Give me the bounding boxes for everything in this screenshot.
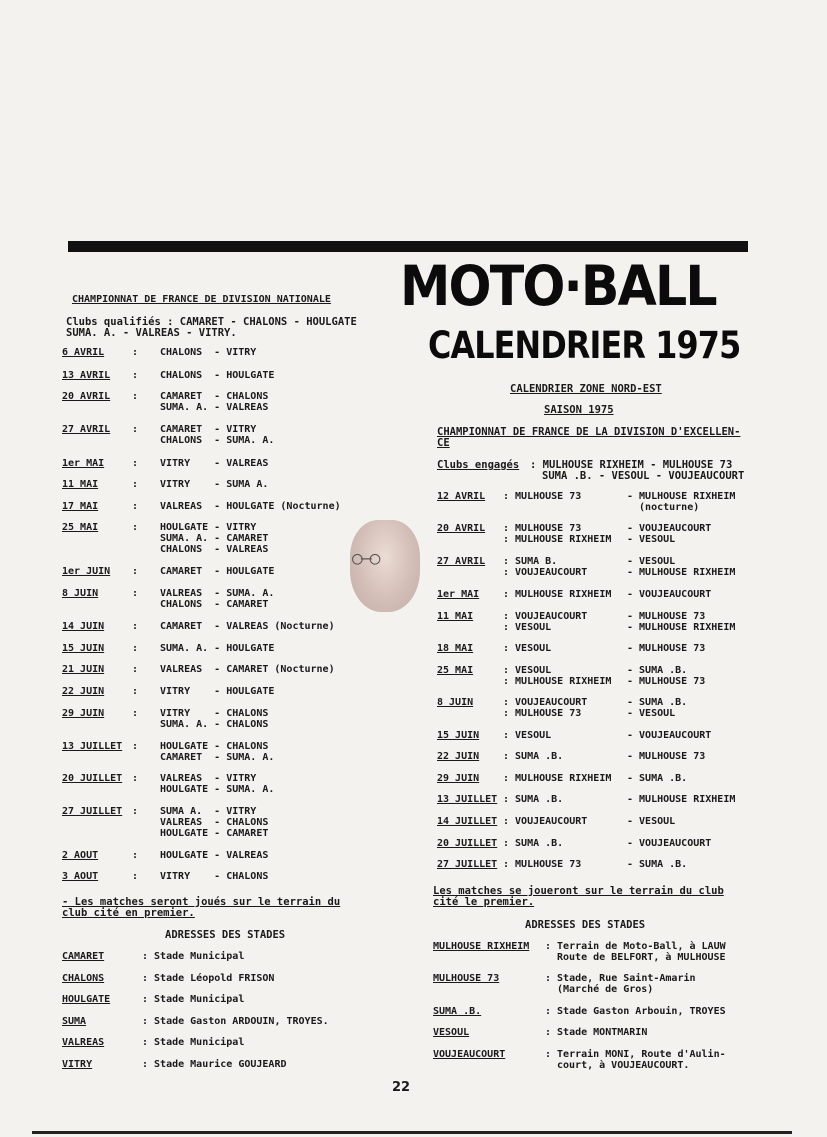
match-home xyxy=(503,859,581,870)
match-separator: : xyxy=(132,588,139,599)
stade-venue: : Stade Maurice GOUJEARD xyxy=(142,1059,287,1070)
match-home xyxy=(503,794,563,805)
match-date: 27 AVRIL xyxy=(62,424,111,435)
match-away xyxy=(627,773,687,784)
match-separator: : xyxy=(132,370,139,381)
stade-club: CAMARET xyxy=(62,951,105,962)
match-fixtures xyxy=(160,522,268,555)
match-separator: : xyxy=(132,621,139,632)
fixture-away-line: - MULHOUSE RIXHEIM xyxy=(627,491,736,502)
stade-venue-line: (Marché de Gros) xyxy=(557,984,654,995)
fixture-away-line: - VOUJEAUCOURT xyxy=(627,589,712,600)
right-clubs-line2: SUMA .B. - VESOUL - VOUJEAUCOURT xyxy=(542,470,745,482)
match-separator: : xyxy=(132,458,139,469)
stade-venue: : Stade Municipal xyxy=(142,951,245,962)
match-away xyxy=(627,665,705,687)
fixture-line: VITRY - CHALONS xyxy=(160,871,269,882)
match-fixtures xyxy=(160,773,274,795)
fixture-home-line: : MULHOUSE RIXHEIM xyxy=(503,589,612,600)
fixture-line: CHALONS - VITRY xyxy=(160,347,257,358)
match-date: 17 MAI xyxy=(62,501,99,512)
match-date: 12 AVRIL xyxy=(437,491,486,502)
stade-venue: : Stade Léopold FRISON xyxy=(142,973,275,984)
fixture-line: SUMA. A. - CHALONS xyxy=(160,719,269,730)
match-separator: : xyxy=(132,708,139,719)
fixture-line: VITRY - SUMA A. xyxy=(160,479,269,490)
match-away xyxy=(627,611,735,633)
match-fixtures xyxy=(160,850,268,861)
match-away xyxy=(627,556,735,578)
fixture-away-line: - MULHOUSE 73 xyxy=(627,643,706,654)
page-number: 22 xyxy=(392,1080,411,1095)
match-separator: : xyxy=(132,424,139,435)
match-date: 25 MAI xyxy=(62,522,99,533)
page-subtitle: CALENDRIER 1975 xyxy=(428,324,741,367)
match-date: 11 MAI xyxy=(62,479,99,490)
left-clubs-line1: Clubs qualifiés : CAMARET - CHALONS - HOULGATE xyxy=(66,316,357,328)
stade-venue-line: : Terrain de Moto-Ball, à LAUW xyxy=(545,941,726,952)
fixture-away-line: - MULHOUSE RIXHEIM xyxy=(627,567,736,578)
match-date: 21 JUIN xyxy=(62,664,105,675)
match-fixtures xyxy=(160,621,335,632)
fixture-home-line: : MULHOUSE RIXHEIM xyxy=(503,534,612,545)
match-fixtures xyxy=(160,741,274,763)
match-away xyxy=(627,491,735,513)
fixture-away-line: - SUMA .B. xyxy=(627,859,688,870)
fixture-away-line: - SUMA .B. xyxy=(627,697,688,708)
match-date: 22 JUIN xyxy=(62,686,105,697)
match-home xyxy=(503,643,551,654)
stade-venue xyxy=(545,1006,726,1017)
stade-club: SUMA .B. xyxy=(433,1006,482,1017)
match-fixtures xyxy=(160,871,268,882)
match-separator: : xyxy=(132,391,139,402)
stade-club: VESOUL xyxy=(433,1027,470,1038)
fixture-line: VALREAS - CAMARET (Nocturne) xyxy=(160,664,335,675)
fixture-home-line: : MULHOUSE 73 xyxy=(503,491,582,502)
stade-club: SUMA xyxy=(62,1016,87,1027)
fixture-line: HOULGATE - SUMA. A. xyxy=(160,784,275,795)
match-date: 20 AVRIL xyxy=(62,391,111,402)
match-date: 13 JUILLET xyxy=(62,741,123,752)
fixture-line: VALREAS - CHALONS xyxy=(160,817,269,828)
match-date: 14 JUIN xyxy=(62,621,105,632)
match-date: 20 AVRIL xyxy=(437,523,486,534)
match-home xyxy=(503,751,563,762)
match-fixtures xyxy=(160,347,256,358)
stade-venue: : Stade Gaston ARDOUIN, TROYES. xyxy=(142,1016,329,1027)
match-fixtures xyxy=(160,391,268,413)
match-fixtures xyxy=(160,686,274,697)
match-fixtures xyxy=(160,501,341,512)
right-note-line1: Les matches se joueront sur le terrain du club xyxy=(433,885,724,897)
match-home xyxy=(503,491,581,502)
match-date: 29 JUIN xyxy=(62,708,105,719)
match-separator: : xyxy=(132,806,139,817)
stade-venue xyxy=(545,973,696,995)
fixture-home-line: : MULHOUSE RIXHEIM xyxy=(503,773,612,784)
stade-club: VALREAS xyxy=(62,1037,105,1048)
match-away xyxy=(627,859,687,870)
left-note-line2: club cité en premier. xyxy=(62,907,195,919)
right-clubs-label: Clubs engagés xyxy=(437,459,520,471)
fixture-away-line: - MULHOUSE RIXHEIM xyxy=(627,622,736,633)
fixture-home-line: : MULHOUSE 73 xyxy=(503,859,582,870)
fixture-away-line: - VESOUL xyxy=(627,534,676,545)
fixture-home-line: : SUMA .B. xyxy=(503,751,564,762)
fixture-line: CHALONS - HOULGATE xyxy=(160,370,275,381)
stade-venue xyxy=(545,1049,726,1071)
fixture-home-line: : VESOUL xyxy=(503,622,552,633)
match-date: 15 JUIN xyxy=(62,643,105,654)
match-separator: : xyxy=(132,664,139,675)
fixture-line: VALREAS - VITRY xyxy=(160,773,257,784)
fixture-line: HOULGATE - VITRY xyxy=(160,522,257,533)
fixture-away-line: - SUMA .B. xyxy=(627,665,688,676)
match-date: 8 JUIN xyxy=(62,588,99,599)
fixture-line: VITRY - CHALONS xyxy=(160,708,269,719)
match-fixtures xyxy=(160,708,268,730)
match-date: 13 AVRIL xyxy=(62,370,111,381)
match-separator: : xyxy=(132,773,139,784)
match-away xyxy=(627,697,687,719)
fixture-away-line: - VOUJEAUCOURT xyxy=(627,523,712,534)
match-date: 20 JUILLET xyxy=(437,838,498,849)
match-date: 11 MAI xyxy=(437,611,474,622)
stade-venue: : Stade Municipal xyxy=(142,1037,245,1048)
fixture-home-line: : VOUJEAUCOURT xyxy=(503,567,588,578)
fixture-home-line: : VESOUL xyxy=(503,665,552,676)
match-home xyxy=(503,773,611,784)
match-date: 6 AVRIL xyxy=(62,347,105,358)
fixture-home-line: : MULHOUSE 73 xyxy=(503,708,582,719)
fixture-line: CAMARET - VALREAS (Nocturne) xyxy=(160,621,335,632)
match-fixtures xyxy=(160,643,274,654)
right-heading1: CALENDRIER ZONE NORD-EST xyxy=(510,383,662,395)
fixture-line: CHALONS - SUMA. A. xyxy=(160,435,275,446)
fixture-away-line: (nocturne) xyxy=(627,502,700,513)
match-fixtures xyxy=(160,424,274,446)
fixture-line: CAMARET - VITRY xyxy=(160,424,257,435)
match-fixtures xyxy=(160,370,274,381)
match-date: 1er JUIN xyxy=(62,566,111,577)
fixture-line: CHALONS - VALREAS xyxy=(160,544,269,555)
fixture-line: VALREAS - SUMA. A. xyxy=(160,588,275,599)
match-separator: : xyxy=(132,566,139,577)
left-clubs-line2: SUMA. A. - VALREAS - VITRY. xyxy=(66,327,237,339)
match-home xyxy=(503,816,587,827)
fixture-line: CAMARET - HOULGATE xyxy=(160,566,275,577)
match-date: 20 JUILLET xyxy=(62,773,123,784)
match-home xyxy=(503,697,587,719)
stade-club: MULHOUSE 73 xyxy=(433,973,500,984)
match-home xyxy=(503,838,563,849)
match-date: 27 JUILLET xyxy=(437,859,498,870)
match-separator: : xyxy=(132,741,139,752)
fixture-line: HOULGATE - VALREAS xyxy=(160,850,269,861)
stade-venue-line: : Stade Gaston Arbouin, TROYES xyxy=(545,1006,726,1017)
stade-club: HOULGATE xyxy=(62,994,111,1005)
fixture-home-line: : VOUJEAUCOURT xyxy=(503,611,588,622)
fixture-away-line: - SUMA .B. xyxy=(627,773,688,784)
stade-venue: : Stade Municipal xyxy=(142,994,245,1005)
stade-venue-line: : Stade, Rue Saint-Amarin xyxy=(545,973,696,984)
match-date: 3 AOUT xyxy=(62,871,99,882)
fixture-away-line: - VOUJEAUCOURT xyxy=(627,838,712,849)
match-date: 14 JUILLET xyxy=(437,816,498,827)
right-note-line2: cité le premier. xyxy=(433,896,535,908)
match-away xyxy=(627,730,711,741)
match-date: 15 JUIN xyxy=(437,730,480,741)
page-title: MOTO·BALL xyxy=(400,254,716,318)
match-fixtures xyxy=(160,664,335,675)
match-date: 13 JUILLET xyxy=(437,794,498,805)
fixture-line: VALREAS - HOULGATE (Nocturne) xyxy=(160,501,341,512)
match-fixtures xyxy=(160,806,268,839)
fixture-home-line: : MULHOUSE 73 xyxy=(503,523,582,534)
match-home xyxy=(503,611,587,633)
stade-venue-line: : Terrain MONI, Route d'Aulin- xyxy=(545,1049,726,1060)
fixture-home-line: : SUMA B. xyxy=(503,556,558,567)
fixture-line: SUMA. A. - VALREAS xyxy=(160,402,269,413)
match-date: 2 AOUT xyxy=(62,850,99,861)
fixture-home-line: : VOUJEAUCOURT xyxy=(503,697,588,708)
fixture-away-line: - VESOUL xyxy=(627,816,676,827)
match-separator: : xyxy=(132,347,139,358)
match-fixtures xyxy=(160,479,268,490)
fixture-line: SUMA. A. - HOULGATE xyxy=(160,643,275,654)
match-separator: : xyxy=(132,850,139,861)
match-home xyxy=(503,730,551,741)
match-date: 27 AVRIL xyxy=(437,556,486,567)
fixture-away-line: - VESOUL xyxy=(627,556,676,567)
stade-venue xyxy=(545,1027,647,1038)
match-home xyxy=(503,556,587,578)
match-fixtures xyxy=(160,566,274,577)
left-stades-heading: ADRESSES DES STADES xyxy=(165,929,286,941)
match-date: 1er MAI xyxy=(62,458,105,469)
match-separator: : xyxy=(132,643,139,654)
match-away xyxy=(627,838,711,849)
fixture-line: HOULGATE - CAMARET xyxy=(160,828,269,839)
match-fixtures xyxy=(160,458,268,469)
fixture-away-line: - VOUJEAUCOURT xyxy=(627,730,712,741)
bottom-rule xyxy=(32,1131,792,1134)
fixture-line: CAMARET - SUMA. A. xyxy=(160,752,275,763)
match-home xyxy=(503,523,611,545)
fixture-home-line: : VOUJEAUCOURT xyxy=(503,816,588,827)
fixture-line: HOULGATE - CHALONS xyxy=(160,741,269,752)
fixture-away-line: - VESOUL xyxy=(627,708,676,719)
fixture-line: CHALONS - CAMARET xyxy=(160,599,269,610)
match-away xyxy=(627,751,705,762)
fixture-away-line: - MULHOUSE 73 xyxy=(627,676,706,687)
fixture-home-line: : SUMA .B. xyxy=(503,794,564,805)
fixture-away-line: - MULHOUSE 73 xyxy=(627,751,706,762)
match-separator: : xyxy=(132,871,139,882)
match-date: 29 JUIN xyxy=(437,773,480,784)
match-date: 18 MAI xyxy=(437,643,474,654)
fixture-line: SUMA. A. - CAMARET xyxy=(160,533,269,544)
match-away xyxy=(627,816,675,827)
fixture-line: VITRY - HOULGATE xyxy=(160,686,275,697)
stade-club: CHALONS xyxy=(62,973,105,984)
fixture-away-line: - MULHOUSE RIXHEIM xyxy=(627,794,736,805)
match-away xyxy=(627,643,705,654)
match-date: 22 JUIN xyxy=(437,751,480,762)
left-heading: CHAMPIONNAT DE FRANCE DE DIVISION NATIONALE xyxy=(72,294,331,305)
fixture-home-line: : VESOUL xyxy=(503,643,552,654)
stade-club: VOUJEAUCOURT xyxy=(433,1049,506,1060)
match-date: 25 MAI xyxy=(437,665,474,676)
stade-club: MULHOUSE RIXHEIM xyxy=(433,941,530,952)
fixture-home-line: : VESOUL xyxy=(503,730,552,741)
fixture-home-line: : MULHOUSE RIXHEIM xyxy=(503,676,612,687)
stade-venue-line: court, à VOUJEAUCOURT. xyxy=(557,1060,690,1071)
fixture-line: VITRY - VALREAS xyxy=(160,458,269,469)
match-date: 27 JUILLET xyxy=(62,806,123,817)
match-home xyxy=(503,665,611,687)
right-champ-line1: CHAMPIONNAT DE FRANCE DE LA DIVISION D'EXCELLEN- xyxy=(437,426,741,438)
match-away xyxy=(627,523,711,545)
match-date: 1er MAI xyxy=(437,589,480,600)
fixture-away-line: - MULHOUSE 73 xyxy=(627,611,706,622)
match-away xyxy=(627,589,711,600)
top-divider-bar xyxy=(68,241,748,252)
stade-venue xyxy=(545,941,726,963)
match-date: 8 JUIN xyxy=(437,697,474,708)
right-stades-heading: ADRESSES DES STADES xyxy=(525,919,646,931)
glasses-icon: ○‒○ xyxy=(352,548,379,569)
right-clubs-line1: : MULHOUSE RIXHEIM - MULHOUSE 73 xyxy=(530,459,733,471)
fixture-line: CAMARET - CHALONS xyxy=(160,391,269,402)
match-separator: : xyxy=(132,479,139,490)
fixture-home-line: : SUMA .B. xyxy=(503,838,564,849)
match-away xyxy=(627,794,735,805)
stade-venue-line: Route de BELFORT, à MULHOUSE xyxy=(557,952,726,963)
stade-venue-line: : Stade MONTMARIN xyxy=(545,1027,648,1038)
fixture-line: SUMA A. - VITRY xyxy=(160,806,257,817)
right-heading2: SAISON 1975 xyxy=(544,404,614,416)
match-home xyxy=(503,589,611,600)
right-champ-line2: CE xyxy=(437,437,450,449)
left-note-line1: - Les matches seront joués sur le terrain du xyxy=(62,896,341,908)
match-separator: : xyxy=(132,686,139,697)
match-separator: : xyxy=(132,522,139,533)
match-separator: : xyxy=(132,501,139,512)
match-fixtures xyxy=(160,588,274,610)
stade-club: VITRY xyxy=(62,1059,93,1070)
